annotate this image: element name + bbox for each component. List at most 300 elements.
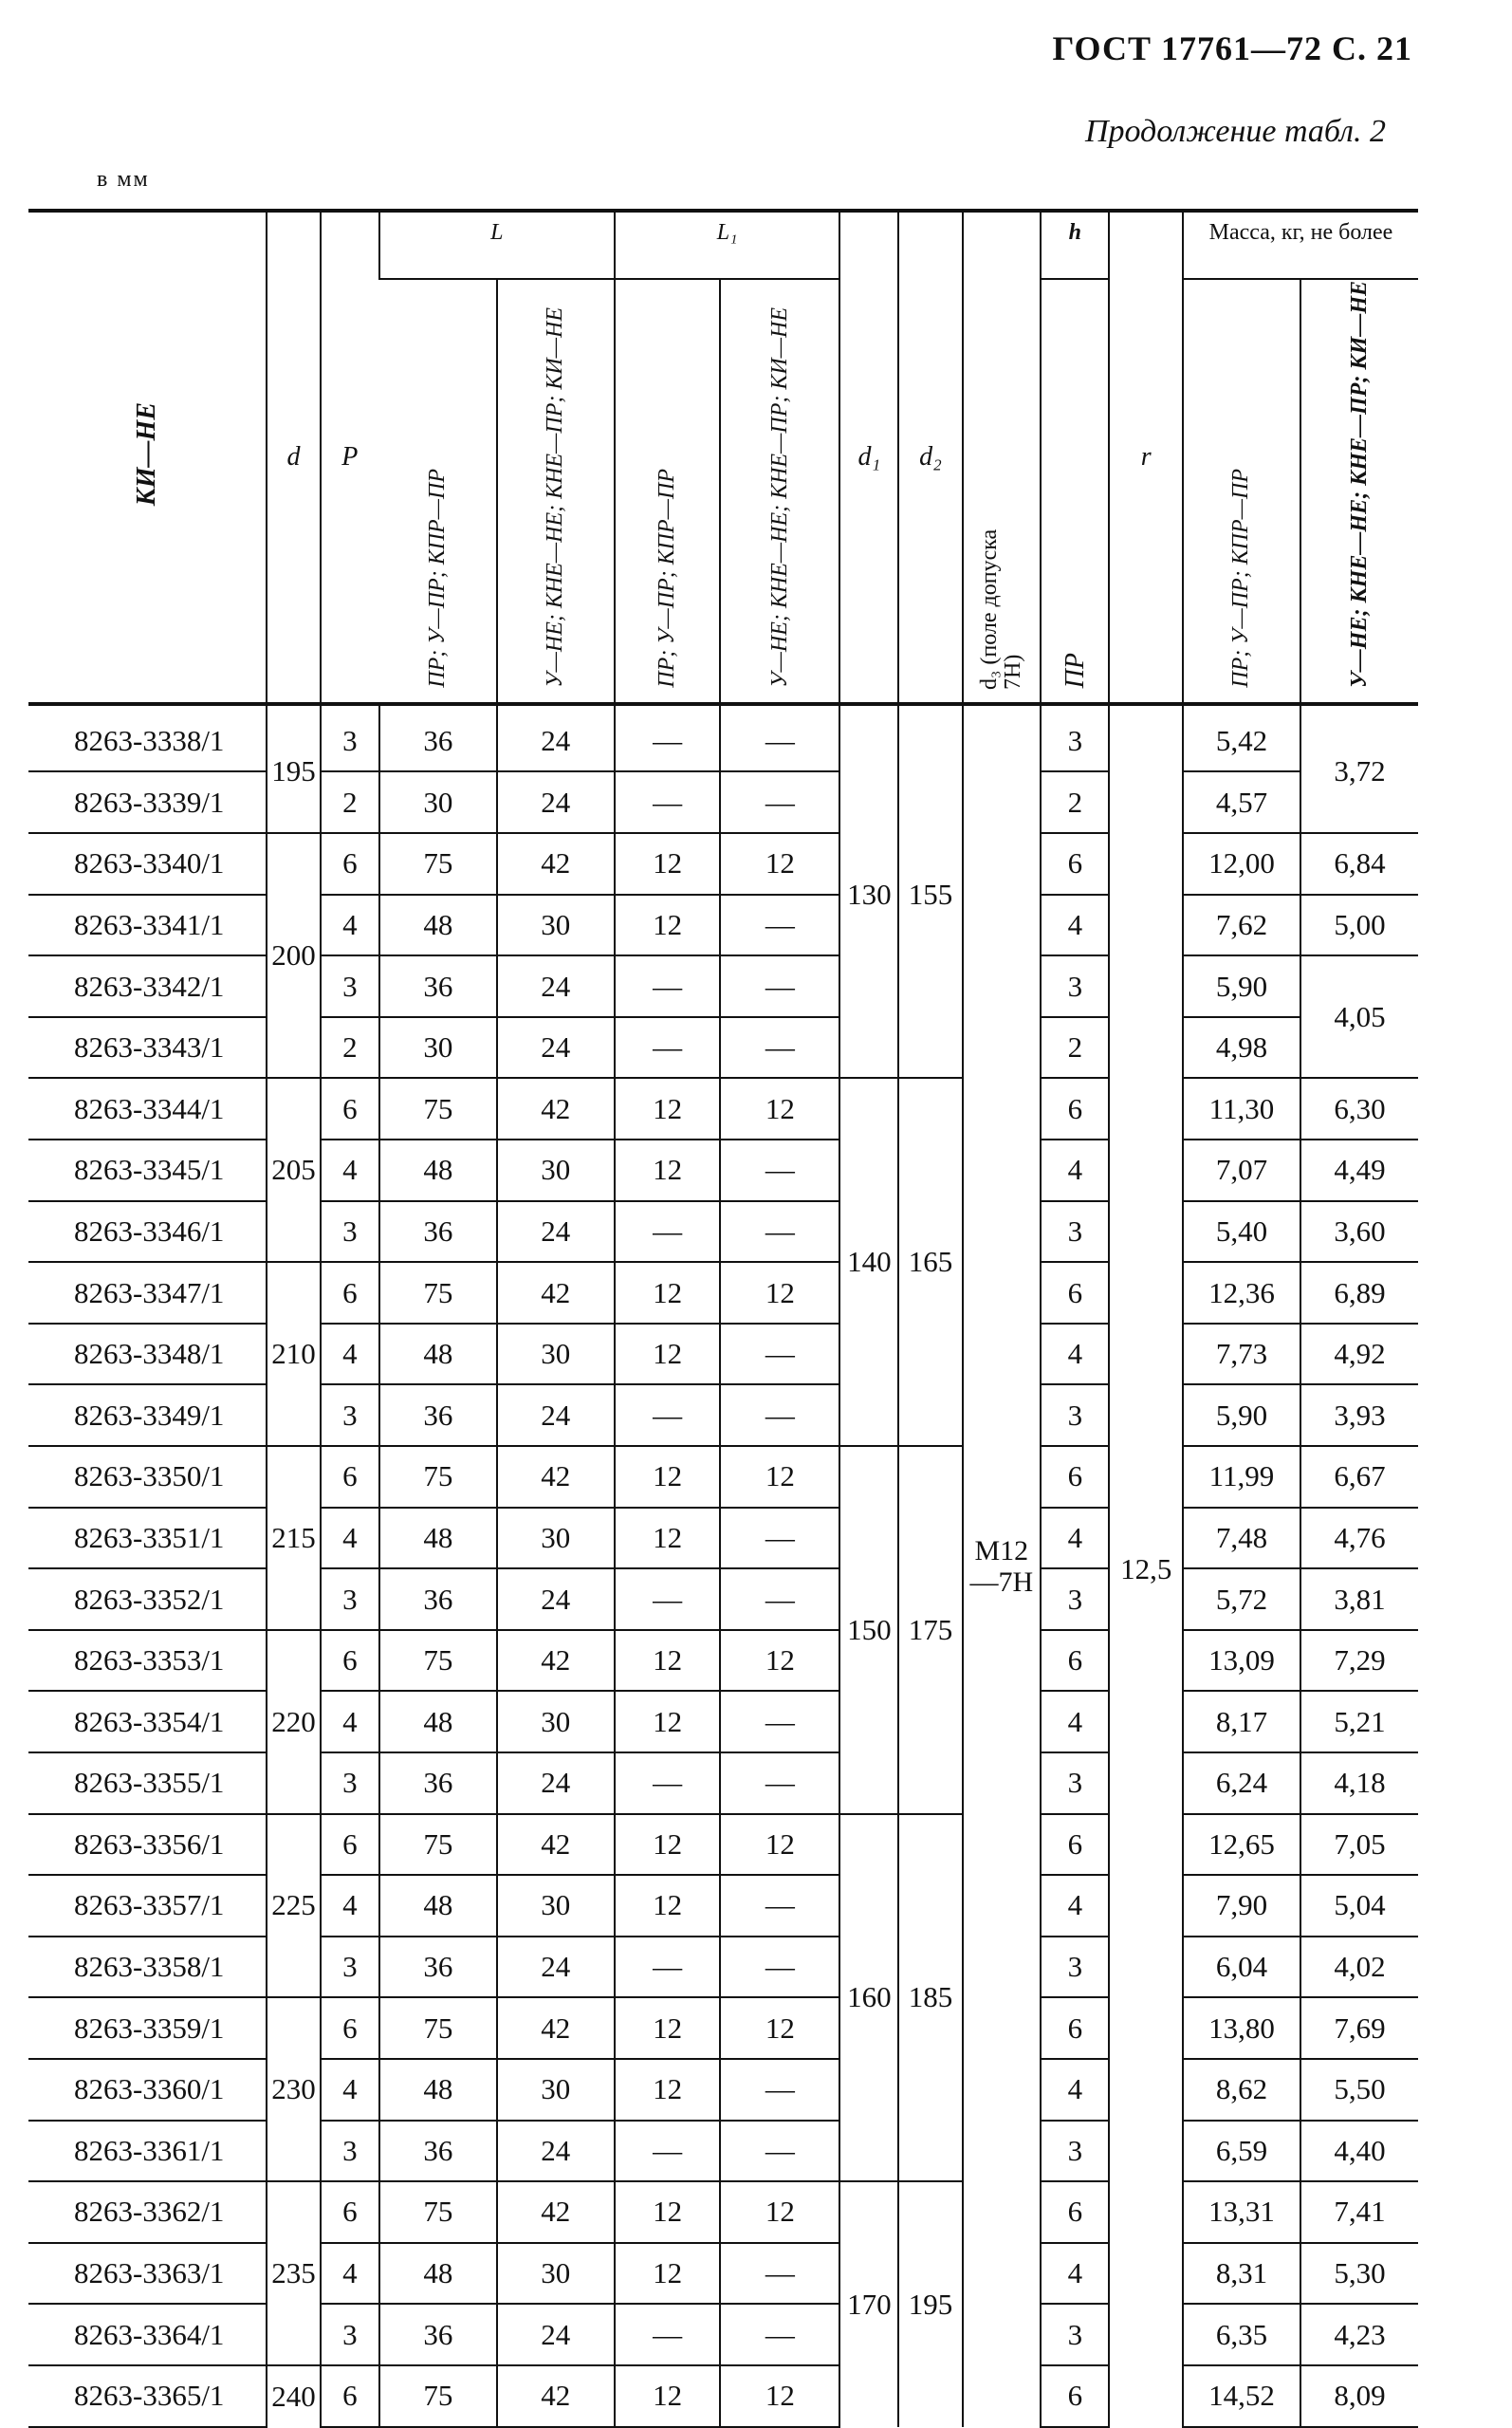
length-L-pr: 36	[379, 2304, 497, 2365]
header-h: h	[1041, 211, 1109, 279]
pitch-P: 6	[321, 1078, 379, 1140]
designation-code: 8263-3365/1	[28, 2365, 267, 2427]
length-L1-pr: 12	[615, 1140, 721, 1201]
header-L1: L₁	[615, 211, 840, 279]
height-h: 4	[1041, 1140, 1109, 1201]
mass-pr: 8,17	[1183, 1691, 1300, 1752]
diameter-d1: 170	[839, 2181, 898, 2426]
table-row	[28, 1262, 1418, 1324]
length-L-ne: 30	[497, 1508, 615, 1569]
table-body	[28, 704, 1418, 2427]
pitch-P: 6	[321, 2365, 379, 2427]
length-L1-pr: —	[615, 2304, 721, 2365]
length-L-pr: 36	[379, 1568, 497, 1630]
mass-ne: 6,30	[1300, 1078, 1418, 1140]
length-L-ne: 24	[497, 1201, 615, 1263]
length-L1-ne: —	[720, 895, 839, 956]
table-row	[28, 1017, 1418, 1079]
mass-pr: 6,04	[1183, 1937, 1300, 1998]
height-h: 2	[1041, 771, 1109, 833]
table-row	[28, 704, 1418, 772]
diameter-d1: 150	[839, 1446, 898, 1814]
header-d1: d₁	[839, 211, 898, 704]
pitch-P: 6	[321, 1630, 379, 1692]
length-L1-ne: —	[720, 2059, 839, 2121]
header-h-pr: ПР	[1041, 279, 1109, 704]
length-L-ne: 30	[497, 2243, 615, 2305]
length-L-ne: 42	[497, 2181, 615, 2243]
length-L-pr: 48	[379, 1691, 497, 1752]
table-row	[28, 955, 1418, 1017]
diameter-d: 240	[267, 2365, 321, 2427]
table-row	[28, 1078, 1418, 1140]
table-header	[28, 211, 1418, 704]
length-L-pr: 75	[379, 1630, 497, 1692]
pitch-P: 4	[321, 895, 379, 956]
diameter-d: 230	[267, 1997, 321, 2181]
pitch-P: 6	[321, 2181, 379, 2243]
pitch-P: 3	[321, 1752, 379, 1814]
height-h: 3	[1041, 1752, 1109, 1814]
length-L-pr: 36	[379, 1937, 497, 1998]
header-L1-pr: ПР; У—ПР; КПР—ПР	[615, 279, 721, 704]
length-L-pr: 48	[379, 1324, 497, 1385]
designation-code: 8263-3340/1	[28, 833, 267, 895]
table-row	[28, 2059, 1418, 2121]
designation-code: 8263-3349/1	[28, 1384, 267, 1446]
diameter-d: 220	[267, 1630, 321, 1814]
header-d3: d₃ (поле допуска 7H)	[963, 211, 1042, 704]
pitch-P: 6	[321, 1262, 379, 1324]
length-L1-pr: 12	[615, 1875, 721, 1937]
length-L1-pr: 12	[615, 1508, 721, 1569]
mass-pr: 4,57	[1183, 771, 1300, 833]
length-L1-pr: 12	[615, 1446, 721, 1508]
mass-ne: 3,81	[1300, 1568, 1418, 1630]
length-L1-pr: 12	[615, 2365, 721, 2427]
length-L-ne: 24	[497, 1568, 615, 1630]
gauge-dimensions-table	[28, 209, 1418, 2428]
height-h: 4	[1041, 2243, 1109, 2305]
height-h: 6	[1041, 1814, 1109, 1876]
height-h: 6	[1041, 2181, 1109, 2243]
diameter-d2: 175	[898, 1446, 962, 1814]
radius-r: 12,5	[1109, 704, 1182, 2427]
pitch-P: 3	[321, 2304, 379, 2365]
length-L-pr: 75	[379, 2365, 497, 2427]
height-h: 6	[1041, 1446, 1109, 1508]
length-L1-ne: —	[720, 1937, 839, 1998]
pitch-P: 3	[321, 955, 379, 1017]
header-mass: Масса, кг, не более	[1183, 211, 1418, 279]
pitch-P: 4	[321, 1875, 379, 1937]
height-h: 6	[1041, 833, 1109, 895]
designation-code: 8263-3347/1	[28, 1262, 267, 1324]
mass-pr: 6,35	[1183, 2304, 1300, 2365]
mass-pr: 6,59	[1183, 2121, 1300, 2182]
length-L1-pr: —	[615, 704, 721, 772]
pitch-P: 3	[321, 1201, 379, 1263]
length-L-pr: 48	[379, 2243, 497, 2305]
designation-code: 8263-3342/1	[28, 955, 267, 1017]
length-L-pr: 36	[379, 955, 497, 1017]
pitch-P: 3	[321, 1384, 379, 1446]
length-L1-ne: 12	[720, 2365, 839, 2427]
length-L-pr: 36	[379, 1752, 497, 1814]
length-L1-ne: —	[720, 2304, 839, 2365]
mass-ne: 4,02	[1300, 1937, 1418, 1998]
length-L1-pr: —	[615, 955, 721, 1017]
pitch-P: 4	[321, 2059, 379, 2121]
mass-ne: 4,49	[1300, 1140, 1418, 1201]
table-row	[28, 1568, 1418, 1630]
mass-pr: 14,52	[1183, 2365, 1300, 2427]
mass-pr: 7,73	[1183, 1324, 1300, 1385]
table-row	[28, 2121, 1418, 2182]
pitch-P: 6	[321, 1446, 379, 1508]
mass-pr: 5,72	[1183, 1568, 1300, 1630]
length-L-ne: 24	[497, 1937, 615, 1998]
mass-ne: 4,18	[1300, 1752, 1418, 1814]
height-h: 3	[1041, 704, 1109, 772]
length-L-ne: 42	[497, 1446, 615, 1508]
length-L1-ne: —	[720, 1691, 839, 1752]
mass-pr: 13,09	[1183, 1630, 1300, 1692]
height-h: 3	[1041, 1201, 1109, 1263]
units-label: в мм	[97, 167, 150, 192]
mass-ne: 8,09	[1300, 2365, 1418, 2427]
pitch-P: 4	[321, 1691, 379, 1752]
designation-code: 8263-3344/1	[28, 1078, 267, 1140]
length-L-pr: 75	[379, 2181, 497, 2243]
height-h: 3	[1041, 1568, 1109, 1630]
mass-ne: 5,04	[1300, 1875, 1418, 1937]
length-L1-pr: —	[615, 1384, 721, 1446]
length-L-ne: 24	[497, 1752, 615, 1814]
height-h: 3	[1041, 955, 1109, 1017]
designation-code: 8263-3338/1	[28, 704, 267, 772]
length-L1-ne: —	[720, 704, 839, 772]
designation-code: 8263-3362/1	[28, 2181, 267, 2243]
table-row	[28, 2304, 1418, 2365]
length-L1-pr: —	[615, 1937, 721, 1998]
mass-ne: 6,67	[1300, 1446, 1418, 1508]
length-L1-ne: —	[720, 2121, 839, 2182]
table-row	[28, 1384, 1418, 1446]
mass-ne: 3,72	[1300, 704, 1418, 833]
length-L-pr: 75	[379, 1814, 497, 1876]
table-row	[28, 2365, 1418, 2427]
mass-ne: 4,05	[1300, 955, 1418, 1078]
pitch-P: 4	[321, 1140, 379, 1201]
designation-code: 8263-3348/1	[28, 1324, 267, 1385]
designation-code: 8263-3351/1	[28, 1508, 267, 1569]
height-h: 3	[1041, 1384, 1109, 1446]
length-L1-ne: —	[720, 1140, 839, 1201]
pitch-P: 3	[321, 1568, 379, 1630]
length-L-ne: 24	[497, 1017, 615, 1079]
mass-ne: 3,60	[1300, 1201, 1418, 1263]
height-h: 6	[1041, 1997, 1109, 2059]
mass-ne: 7,29	[1300, 1630, 1418, 1692]
length-L1-ne: 12	[720, 2181, 839, 2243]
length-L-pr: 48	[379, 1508, 497, 1569]
length-L1-pr: 12	[615, 1078, 721, 1140]
length-L1-ne: —	[720, 1201, 839, 1263]
mass-pr: 13,80	[1183, 1997, 1300, 2059]
table-row	[28, 2181, 1418, 2243]
table-row	[28, 1814, 1418, 1876]
length-L-pr: 48	[379, 895, 497, 956]
length-L-ne: 42	[497, 1078, 615, 1140]
pitch-P: 4	[321, 1508, 379, 1569]
length-L-ne: 24	[497, 771, 615, 833]
designation-code: 8263-3354/1	[28, 1691, 267, 1752]
mass-ne: 5,21	[1300, 1691, 1418, 1752]
length-L1-pr: 12	[615, 2181, 721, 2243]
designation-code: 8263-3355/1	[28, 1752, 267, 1814]
length-L1-ne: —	[720, 771, 839, 833]
table-row	[28, 2243, 1418, 2305]
length-L1-ne: —	[720, 1384, 839, 1446]
table-row	[28, 1446, 1418, 1508]
length-L1-ne: 12	[720, 1814, 839, 1876]
length-L1-ne: 12	[720, 1446, 839, 1508]
mass-ne: 4,76	[1300, 1508, 1418, 1569]
diameter-d1: 130	[839, 704, 898, 1079]
header-L1-ne: У—НЕ; КНЕ—НЕ; КНЕ—ПР; КИ—НЕ	[720, 279, 839, 704]
mass-pr: 4,98	[1183, 1017, 1300, 1079]
designation-code: 8263-3364/1	[28, 2304, 267, 2365]
length-L1-pr: 12	[615, 1630, 721, 1692]
length-L1-ne: 12	[720, 1078, 839, 1140]
length-L1-ne: —	[720, 1508, 839, 1569]
length-L-pr: 48	[379, 2059, 497, 2121]
mass-pr: 6,24	[1183, 1752, 1300, 1814]
length-L-pr: 36	[379, 704, 497, 772]
designation-code: 8263-3343/1	[28, 1017, 267, 1079]
length-L-pr: 48	[379, 1875, 497, 1937]
table-row	[28, 1997, 1418, 2059]
header-r: r	[1109, 211, 1182, 704]
length-L-ne: 30	[497, 1140, 615, 1201]
height-h: 4	[1041, 2059, 1109, 2121]
table-row	[28, 771, 1418, 833]
designation-code: 8263-3346/1	[28, 1201, 267, 1263]
diameter-d: 225	[267, 1814, 321, 1998]
length-L-ne: 24	[497, 955, 615, 1017]
designation-code: 8263-3341/1	[28, 895, 267, 956]
diameter-d2: 195	[898, 2181, 962, 2426]
length-L-pr: 75	[379, 1997, 497, 2059]
mass-pr: 5,90	[1183, 1384, 1300, 1446]
length-L-pr: 75	[379, 1446, 497, 1508]
pitch-P: 6	[321, 833, 379, 895]
diameter-d: 215	[267, 1446, 321, 1630]
diameter-d: 210	[267, 1262, 321, 1446]
pitch-P: 2	[321, 771, 379, 833]
length-L1-ne: 12	[720, 1630, 839, 1692]
designation-code: 8263-3358/1	[28, 1937, 267, 1998]
mass-ne: 4,92	[1300, 1324, 1418, 1385]
length-L-ne: 24	[497, 2304, 615, 2365]
height-h: 4	[1041, 1691, 1109, 1752]
mass-pr: 8,62	[1183, 2059, 1300, 2121]
mass-pr: 12,65	[1183, 1814, 1300, 1876]
length-L1-ne: —	[720, 1752, 839, 1814]
mass-pr: 5,42	[1183, 704, 1300, 772]
designation-code: 8263-3339/1	[28, 771, 267, 833]
height-h: 6	[1041, 1078, 1109, 1140]
length-L1-ne: 12	[720, 833, 839, 895]
length-L-pr: 36	[379, 2121, 497, 2182]
length-L-pr: 75	[379, 1078, 497, 1140]
length-L-ne: 42	[497, 1630, 615, 1692]
length-L-pr: 48	[379, 1140, 497, 1201]
header-d: d	[267, 211, 321, 704]
page-number-header: ГОСТ 17761—72 С. 21	[1052, 29, 1412, 67]
designation-code: 8263-3350/1	[28, 1446, 267, 1508]
mass-ne: 4,40	[1300, 2121, 1418, 2182]
designation-code: 8263-3356/1	[28, 1814, 267, 1876]
length-L1-pr: —	[615, 771, 721, 833]
length-L-ne: 42	[497, 1997, 615, 2059]
table-row	[28, 1508, 1418, 1569]
length-L1-pr: 12	[615, 1262, 721, 1324]
length-L1-pr: —	[615, 1568, 721, 1630]
mass-pr: 8,31	[1183, 2243, 1300, 2305]
mass-pr: 11,99	[1183, 1446, 1300, 1508]
length-L-ne: 30	[497, 2059, 615, 2121]
table-row	[28, 1752, 1418, 1814]
length-L-ne: 30	[497, 1691, 615, 1752]
mass-ne: 7,41	[1300, 2181, 1418, 2243]
height-h: 4	[1041, 1324, 1109, 1385]
height-h: 3	[1041, 2304, 1109, 2365]
table-row	[28, 1937, 1418, 1998]
table-row	[28, 1630, 1418, 1692]
table-row	[28, 833, 1418, 895]
diameter-d1: 160	[839, 1814, 898, 2182]
length-L1-pr: —	[615, 1752, 721, 1814]
diameter-d2: 185	[898, 1814, 962, 2182]
diameter-d: 205	[267, 1078, 321, 1262]
table-continuation-label: Продолжение табл. 2	[1084, 114, 1386, 149]
length-L-pr: 75	[379, 1262, 497, 1324]
diameter-d: 235	[267, 2181, 321, 2365]
mass-ne: 4,23	[1300, 2304, 1418, 2365]
table-row	[28, 1140, 1418, 1201]
length-L1-pr: —	[615, 2121, 721, 2182]
diameter-d: 200	[267, 833, 321, 1078]
mass-ne: 5,50	[1300, 2059, 1418, 2121]
mass-pr: 12,00	[1183, 833, 1300, 895]
length-L1-pr: 12	[615, 1324, 721, 1385]
mass-ne: 5,30	[1300, 2243, 1418, 2305]
pitch-P: 6	[321, 1814, 379, 1876]
length-L1-ne: —	[720, 2243, 839, 2305]
table-row	[28, 1324, 1418, 1385]
pitch-P: 2	[321, 1017, 379, 1079]
designation-code: 8263-3353/1	[28, 1630, 267, 1692]
mass-pr: 12,36	[1183, 1262, 1300, 1324]
pitch-P: 3	[321, 1937, 379, 1998]
length-L-pr: 30	[379, 1017, 497, 1079]
height-h: 6	[1041, 1262, 1109, 1324]
pitch-P: 6	[321, 1997, 379, 2059]
length-L-ne: 24	[497, 2121, 615, 2182]
table-row	[28, 1201, 1418, 1263]
length-L-pr: 36	[379, 1384, 497, 1446]
height-h: 6	[1041, 1630, 1109, 1692]
length-L1-ne: —	[720, 1324, 839, 1385]
mass-pr: 7,62	[1183, 895, 1300, 956]
designation-code: 8263-3352/1	[28, 1568, 267, 1630]
mass-ne: 5,00	[1300, 895, 1418, 956]
length-L-pr: 36	[379, 1201, 497, 1263]
length-L-ne: 24	[497, 1384, 615, 1446]
diameter-d2: 165	[898, 1078, 962, 1446]
length-L1-pr: 12	[615, 2243, 721, 2305]
length-L-ne: 42	[497, 833, 615, 895]
designation-code: 8263-3360/1	[28, 2059, 267, 2121]
mass-ne: 7,05	[1300, 1814, 1418, 1876]
height-h: 4	[1041, 1508, 1109, 1569]
height-h: 4	[1041, 1875, 1109, 1937]
mass-ne: 7,69	[1300, 1997, 1418, 2059]
height-h: 3	[1041, 2121, 1109, 2182]
length-L-pr: 75	[379, 833, 497, 895]
header-L: L	[379, 211, 615, 279]
length-L1-ne: 12	[720, 1997, 839, 2059]
header-mass-pr: ПР; У—ПР; КПР—ПР	[1183, 279, 1300, 704]
length-L1-pr: 12	[615, 833, 721, 895]
length-L1-pr: 12	[615, 1691, 721, 1752]
mass-pr: 7,90	[1183, 1875, 1300, 1937]
length-L-ne: 42	[497, 1814, 615, 1876]
diameter-d2: 155	[898, 704, 962, 1079]
pitch-P: 3	[321, 2121, 379, 2182]
height-h: 4	[1041, 895, 1109, 956]
height-h: 2	[1041, 1017, 1109, 1079]
length-L1-pr: 12	[615, 2059, 721, 2121]
length-L-pr: 30	[379, 771, 497, 833]
table-row	[28, 1691, 1418, 1752]
length-L1-ne: —	[720, 1017, 839, 1079]
thread-d3: M12 —7H	[963, 704, 1042, 2427]
header-d2: d₂	[898, 211, 962, 704]
length-L-ne: 30	[497, 895, 615, 956]
mass-ne: 6,84	[1300, 833, 1418, 895]
length-L1-pr: —	[615, 1201, 721, 1263]
length-L1-pr: —	[615, 1017, 721, 1079]
mass-ne: 6,89	[1300, 1262, 1418, 1324]
mass-pr: 11,30	[1183, 1078, 1300, 1140]
table-row	[28, 1875, 1418, 1937]
length-L-ne: 24	[497, 704, 615, 772]
pitch-P: 4	[321, 2243, 379, 2305]
length-L1-ne: —	[720, 955, 839, 1017]
length-L1-ne: —	[720, 1875, 839, 1937]
designation-code: 8263-3345/1	[28, 1140, 267, 1201]
length-L-ne: 42	[497, 2365, 615, 2427]
mass-pr: 5,90	[1183, 955, 1300, 1017]
length-L-ne: 30	[497, 1324, 615, 1385]
mass-pr: 13,31	[1183, 2181, 1300, 2243]
designation-code: 8263-3361/1	[28, 2121, 267, 2182]
designation-code: 8263-3359/1	[28, 1997, 267, 2059]
length-L1-ne: 12	[720, 1262, 839, 1324]
